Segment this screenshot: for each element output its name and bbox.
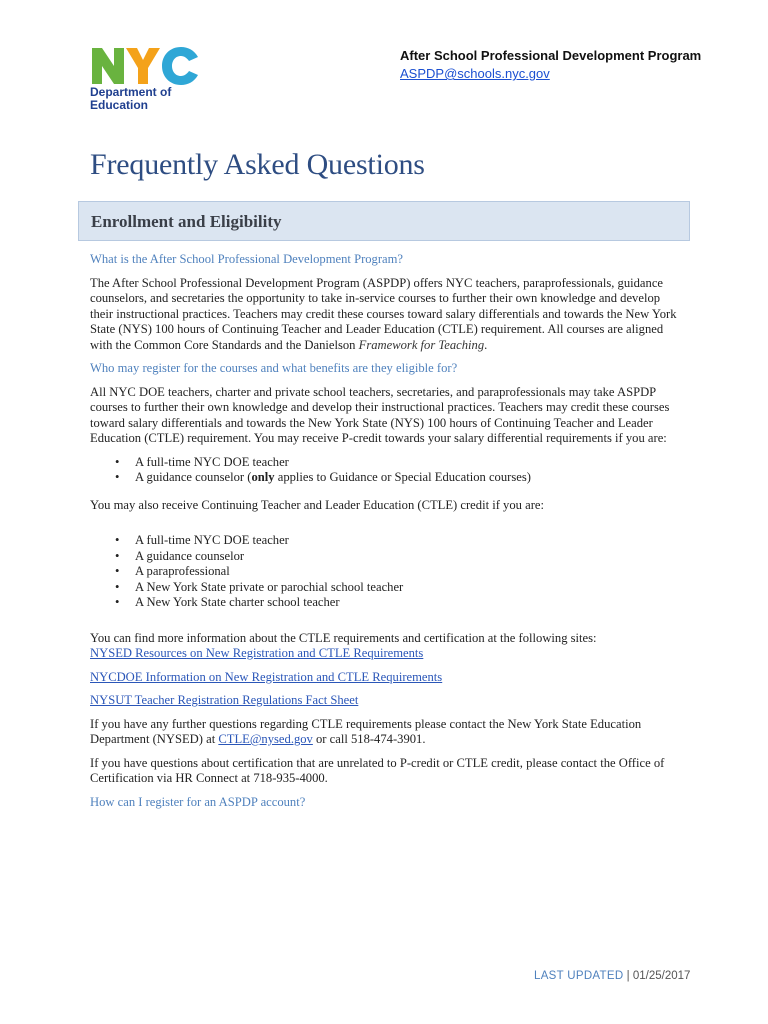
nysed-contact-text — [90, 717, 680, 748]
answer-1-end: . — [484, 337, 488, 352]
ctle-intro: You may also receive Continuing Teacher and Leader Education (CTLE) credit if you are: — [90, 497, 544, 512]
list-item: • A New York State charter school teacher — [135, 595, 680, 611]
last-updated-date: 01/25/2017 — [632, 970, 691, 982]
list-item: • A full-time NYC DOE teacher — [135, 455, 680, 471]
nysed-contact-pre: If you have any further questions regarding CTLE requirements please contact the New York State Education Department (NYSED) at — [90, 716, 642, 746]
question-1: What is the After School Professional Development Program? — [90, 252, 404, 266]
nysed-contact-post: or call 518-474-3901. — [312, 732, 426, 746]
footer-separator: | — [623, 970, 633, 982]
nyc-logo-icon — [90, 44, 202, 86]
page-title: Frequently Asked Questions — [90, 148, 425, 181]
answer-1 — [90, 276, 680, 354]
logo-line-education: Education — [90, 98, 149, 112]
list-item-text: A guidance counselor ( — [135, 470, 252, 484]
list-item-text: applies to Guidance or Special Education courses) — [274, 470, 531, 484]
footer-last-updated — [534, 970, 690, 982]
answer-1-text: The After School Professional Development Program (ASPDP) offers NYC teachers, paraprofessionals, guidance counselors, and secretaries the opportunity to take in-service courses to further their own knowledge and develop their instructional practices. Teachers may credit these courses toward salary differentials and towards the New York State (NYS) 100 hours of Continuing Teacher and Leader Education (CTLE) requirement. All courses are aligned with the Common Core Standards and the Danielson — [90, 275, 677, 352]
program-email-link[interactable]: ASPDP@schools.nyc.gov — [400, 66, 550, 81]
certification-contact-text: If you have questions about certification that are unrelated to P-credit or CTLE credit, please contact the Office of Certification via HR Connect at 718-935-4000. — [90, 755, 665, 785]
section-title: Enrollment and Eligibility — [91, 212, 282, 231]
logo-letter-y — [126, 48, 160, 84]
list-item: • A New York State private or parochial school teacher — [135, 580, 680, 596]
answer-2: All NYC DOE teachers, charter and private school teachers, secretaries, and paraprofessionals may take ASPDP courses to further their own knowledge and develop their instructional practices. Teachers may credit these courses toward salary differentials and towards the New York State (NYS) 100 hours of Continuing Teacher and Leader Education (CTLE) requirement. You may receive P-credit towards your salary differential requirements if you are: — [90, 384, 670, 445]
logo-letter-n — [92, 48, 124, 84]
list-item: • A guidance counselor — [135, 549, 680, 565]
nysed-resources-link[interactable]: NYSED Resources on New Registration and CTLE Requirements — [90, 646, 424, 660]
nysut-fact-sheet-link[interactable]: NYSUT Teacher Registration Regulations Fact Sheet — [90, 693, 359, 707]
question-3: How can I register for an ASPDP account? — [90, 794, 306, 809]
list-item: • A full-time NYC DOE teacher — [135, 533, 680, 549]
nycdoe-information-link[interactable]: NYCDOE Information on New Registration and CTLE Requirements — [90, 669, 443, 684]
logo-letter-c — [162, 47, 198, 85]
list-item — [135, 470, 680, 486]
header-info — [400, 47, 701, 83]
nyc-doe-logo — [90, 44, 202, 114]
ctle-email-link[interactable]: CTLE@nysed.gov — [218, 732, 313, 746]
program-name: After School Professional Development Program — [400, 48, 702, 63]
logo-line-department: Department of — [90, 85, 172, 99]
p-credit-list — [90, 455, 680, 486]
ctle-list — [90, 533, 680, 611]
framework-for-teaching: Framework for Teaching — [358, 337, 485, 352]
question-2: Who may register for the courses and what benefits are they eligible for? — [90, 361, 458, 375]
list-item-bold: only — [251, 470, 275, 484]
faq-content — [90, 252, 680, 818]
list-item: • A paraprofessional — [135, 564, 680, 580]
more-info-text: You can find more information about the CTLE requirements and certification at the following sites: — [90, 630, 597, 645]
section-header — [78, 201, 690, 241]
last-updated-label: LAST UPDATED — [534, 970, 624, 982]
